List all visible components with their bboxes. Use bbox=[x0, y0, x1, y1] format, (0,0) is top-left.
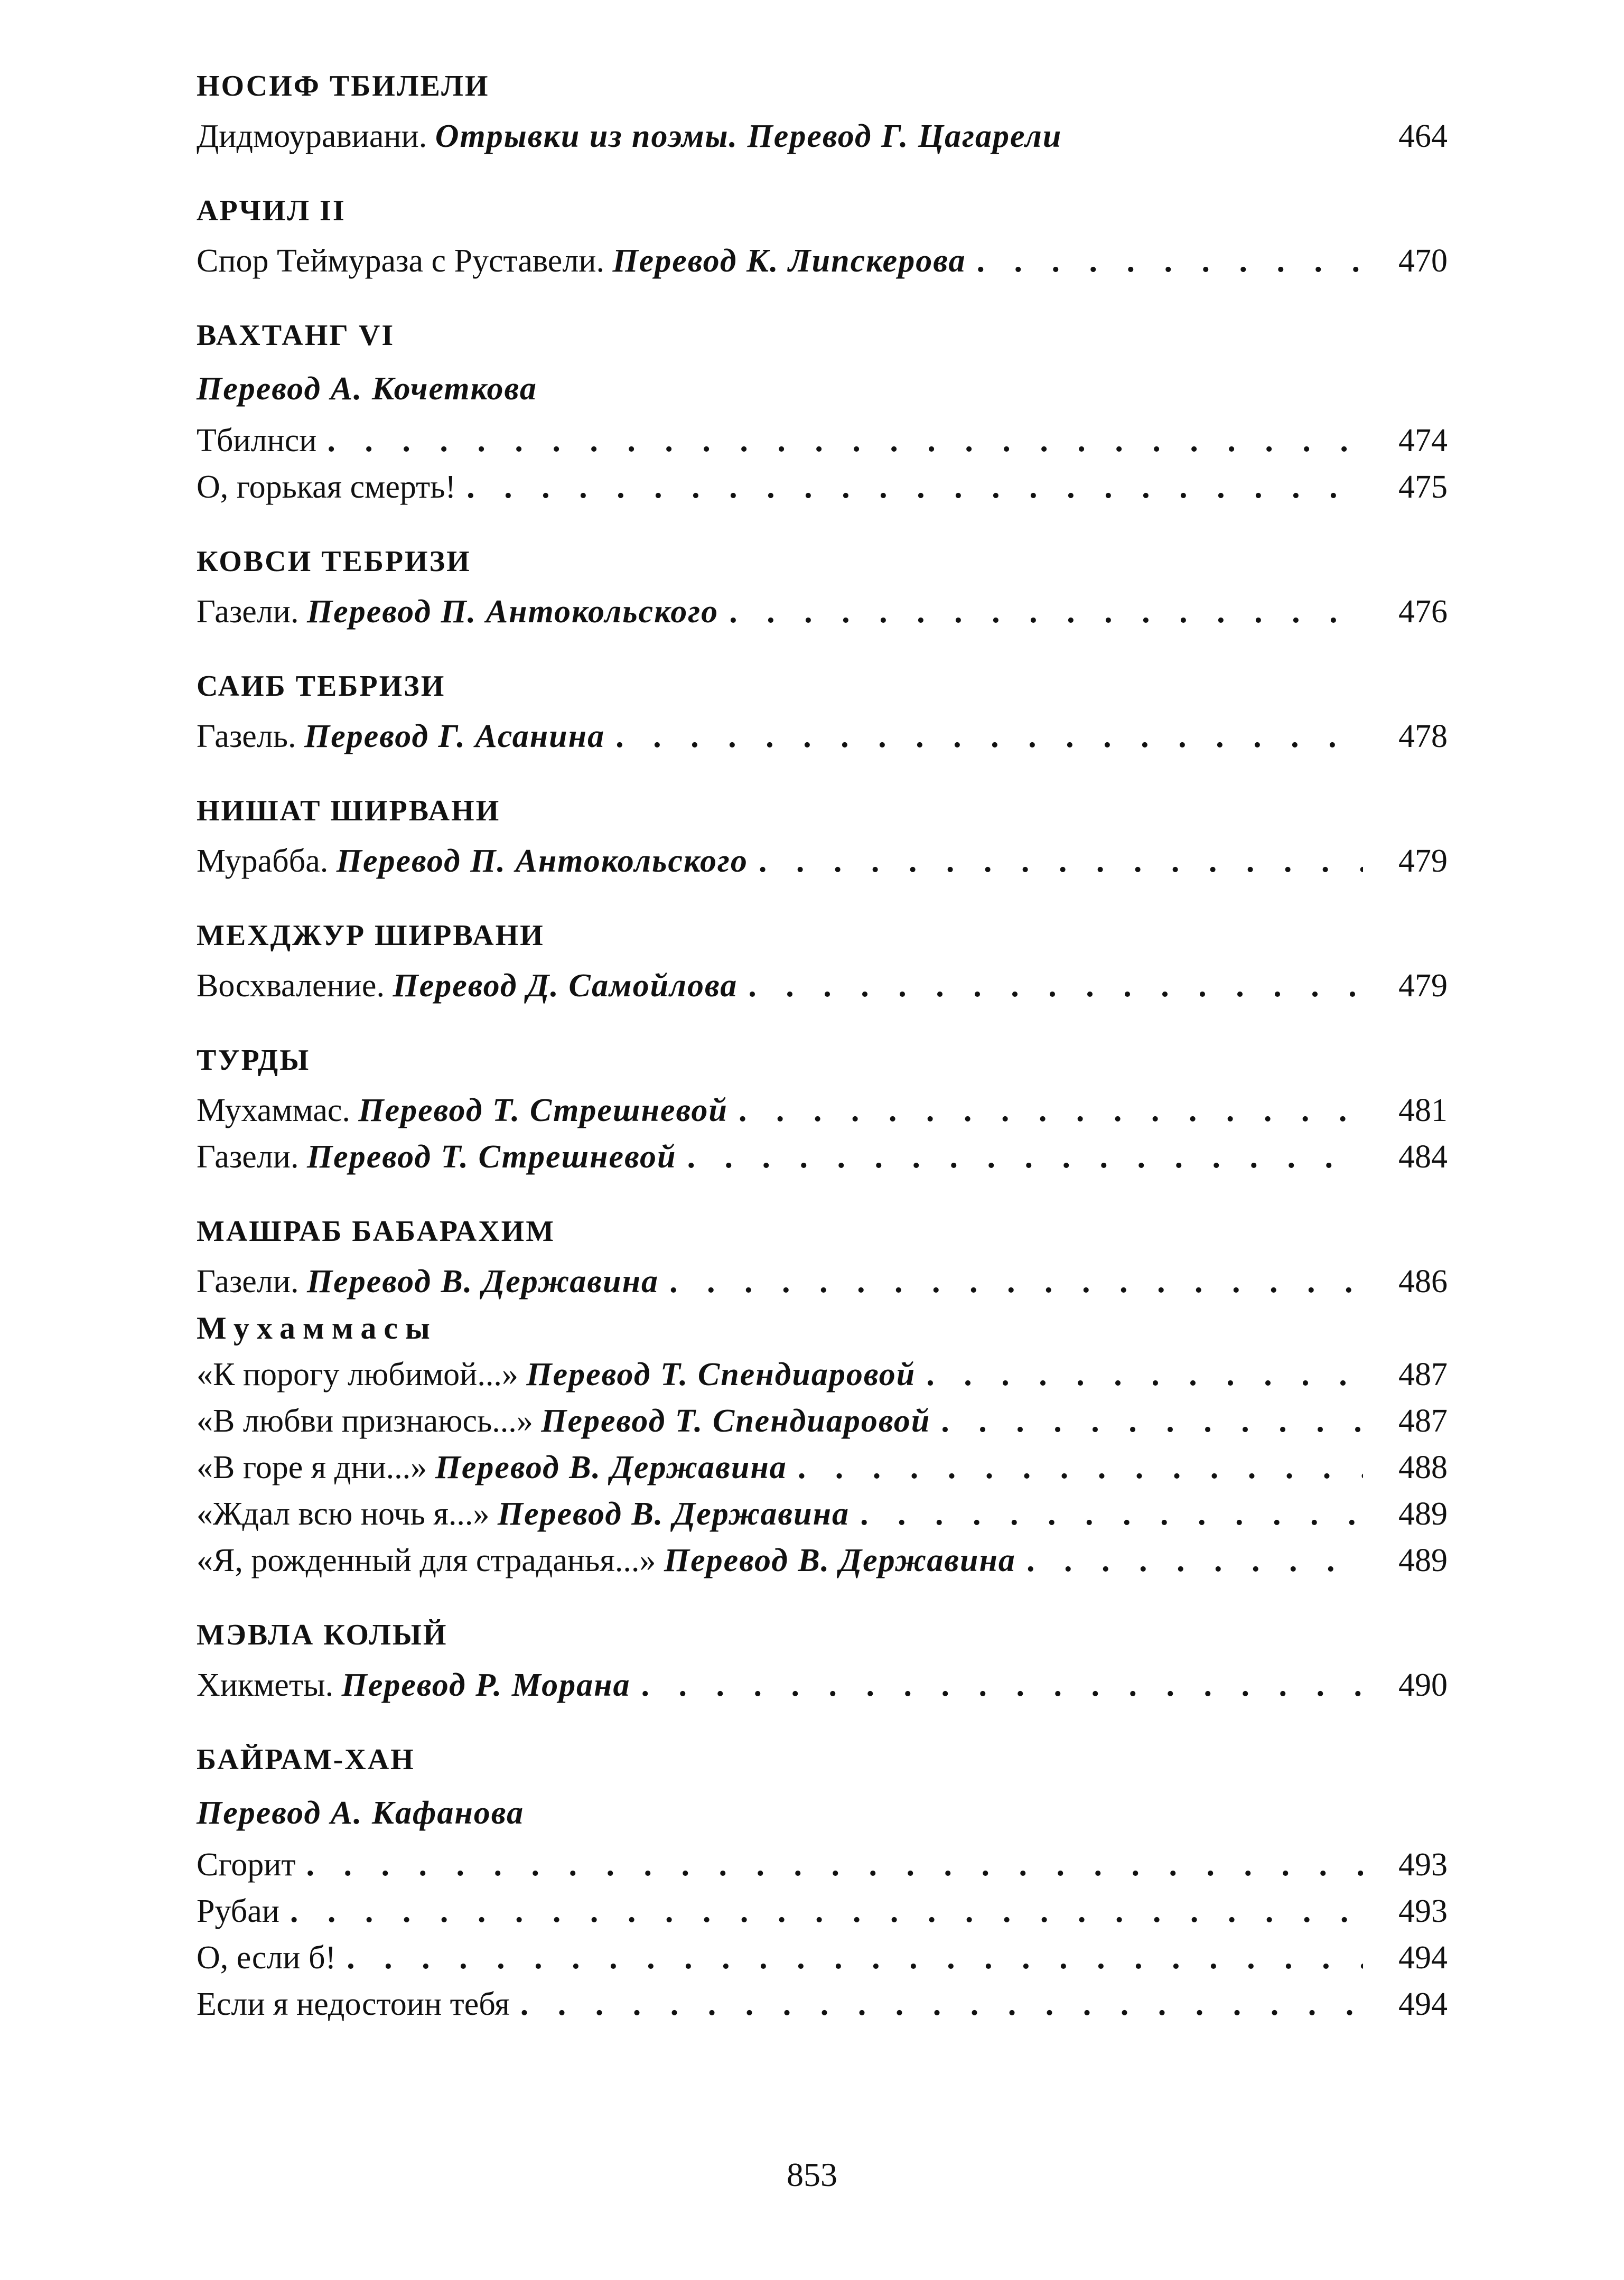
toc-entry bbox=[197, 1662, 1448, 1708]
dot-leader bbox=[669, 1258, 1363, 1305]
dot-leader bbox=[615, 713, 1363, 760]
entry-page: 486 bbox=[1398, 1264, 1448, 1300]
toc-section bbox=[197, 912, 1448, 1009]
toc-section bbox=[197, 62, 1448, 160]
entry-title: Если я недостоин тебя bbox=[197, 1986, 510, 2022]
dot-leader bbox=[729, 588, 1363, 635]
toc-entry bbox=[197, 1134, 1448, 1180]
dot-leader bbox=[520, 1981, 1363, 2027]
author-heading: МЭВЛА КОЛЫЙ bbox=[197, 1619, 448, 1651]
entry-page: 493 bbox=[1398, 1847, 1448, 1883]
entry-page: 474 bbox=[1398, 423, 1448, 459]
entry-page: 487 bbox=[1398, 1403, 1448, 1439]
toc-entry bbox=[197, 1398, 1448, 1444]
toc-entry bbox=[197, 113, 1448, 160]
dot-leader bbox=[860, 1491, 1363, 1537]
entry-page: 488 bbox=[1398, 1450, 1448, 1485]
dot-leader bbox=[926, 1351, 1363, 1398]
translator-subheading: Перевод А. Кочеткова bbox=[197, 371, 537, 407]
dot-leader bbox=[347, 1935, 1363, 1981]
entry-translator: Перевод К. Липскерова bbox=[612, 243, 966, 279]
dot-leader bbox=[976, 238, 1363, 284]
entry-title: Рубаи bbox=[197, 1893, 279, 1929]
entry-page: 470 bbox=[1398, 243, 1448, 279]
entry-page: 487 bbox=[1398, 1357, 1448, 1393]
entry-title: Дидмоуравиани. bbox=[197, 118, 427, 154]
entry-title: О, если б! bbox=[197, 1940, 337, 1976]
toc-entry bbox=[197, 1087, 1448, 1134]
entry-translator: Перевод В. Державина bbox=[435, 1450, 787, 1485]
entry-translator: Перевод П. Антокольского bbox=[306, 594, 719, 630]
toc-entry bbox=[197, 1444, 1448, 1491]
toc-entry bbox=[197, 417, 1448, 464]
entry-page: 494 bbox=[1398, 1986, 1448, 2022]
entry-page: 478 bbox=[1398, 718, 1448, 754]
toc-entry bbox=[197, 1351, 1448, 1398]
entry-translator: Перевод В. Державина bbox=[664, 1543, 1016, 1578]
entry-page: 479 bbox=[1398, 968, 1448, 1004]
author-heading: ВАХТАНГ VI bbox=[197, 319, 395, 352]
entry-title: «В горе я дни...» bbox=[197, 1450, 427, 1485]
toc-entry bbox=[197, 1491, 1448, 1537]
dot-leader bbox=[1026, 1537, 1363, 1584]
dot-leader bbox=[739, 1087, 1363, 1134]
author-heading: АРЧИЛ II bbox=[197, 194, 346, 227]
entry-page: 484 bbox=[1398, 1139, 1448, 1175]
group-subheading: Мухаммасы bbox=[197, 1311, 437, 1345]
toc-section bbox=[197, 787, 1448, 884]
entry-translator: Перевод Д. Самойлова bbox=[393, 968, 738, 1004]
entry-translator: Перевод Г. Асанина bbox=[304, 718, 605, 754]
toc-entry bbox=[197, 238, 1448, 284]
entry-translator: Перевод В. Державина bbox=[497, 1496, 850, 1532]
entry-translator: Перевод Т. Спендиаровой bbox=[526, 1357, 916, 1393]
entry-title: «К порогу любимой...» bbox=[197, 1357, 518, 1393]
page-number: 853 bbox=[787, 2156, 837, 2193]
entry-translator: Перевод Т. Стрешневой bbox=[358, 1092, 728, 1128]
author-heading: ТУРДЫ bbox=[197, 1044, 311, 1077]
entry-page: 475 bbox=[1398, 469, 1448, 505]
entry-page: 479 bbox=[1398, 843, 1448, 879]
dot-leader bbox=[306, 1842, 1363, 1888]
entry-page: 481 bbox=[1398, 1092, 1448, 1128]
toc-entry bbox=[197, 1258, 1448, 1305]
author-heading: САИБ ТЕБРИЗИ bbox=[197, 670, 446, 703]
author-heading: НОСИФ ТБИЛЕЛИ bbox=[197, 70, 490, 102]
entry-page: 490 bbox=[1398, 1667, 1448, 1703]
entry-title: Хикметы. bbox=[197, 1667, 334, 1703]
author-heading: МЕХДЖУР ШИРВАНИ bbox=[197, 919, 545, 952]
dot-leader bbox=[748, 963, 1363, 1009]
entry-translator: Отрывки из поэмы. Перевод Г. Цагарели bbox=[435, 118, 1062, 154]
author-heading: НИШАТ ШИРВАНИ bbox=[197, 795, 501, 827]
entry-translator: Перевод П. Антокольского bbox=[336, 843, 748, 879]
toc-entry bbox=[197, 713, 1448, 760]
dot-leader bbox=[798, 1444, 1363, 1491]
entry-translator: Перевод В. Державина bbox=[306, 1264, 659, 1300]
toc-entry bbox=[197, 464, 1448, 510]
dot-leader bbox=[759, 838, 1363, 884]
dot-leader bbox=[687, 1134, 1363, 1180]
toc-entry bbox=[197, 838, 1448, 884]
entry-title: Газель. bbox=[197, 718, 296, 754]
toc-section bbox=[197, 312, 1448, 510]
dot-leader bbox=[466, 464, 1363, 510]
entry-page: 494 bbox=[1398, 1940, 1448, 1976]
entry-title: Газели. bbox=[197, 594, 299, 630]
entry-title: Мурабба. bbox=[197, 843, 329, 879]
entry-page: 489 bbox=[1398, 1543, 1448, 1578]
toc-entry bbox=[197, 588, 1448, 635]
entry-title: Сгорит bbox=[197, 1847, 296, 1883]
author-heading: МАШРАБ БАБАРАХИМ bbox=[197, 1215, 556, 1248]
entry-title: Газели. bbox=[197, 1139, 299, 1175]
author-heading: БАЙРАМ-ХАН bbox=[197, 1743, 415, 1776]
entry-title: «Ждал всю ночь я...» bbox=[197, 1496, 490, 1532]
entry-title: Мухаммас. bbox=[197, 1092, 350, 1128]
entry-title: «Я, рожденный для страданья...» bbox=[197, 1543, 656, 1578]
entry-translator: Перевод Т. Стрешневой bbox=[306, 1139, 677, 1175]
entry-translator: Перевод Т. Спендиаровой bbox=[541, 1403, 931, 1439]
toc-section bbox=[197, 538, 1448, 635]
entry-title: Газели. bbox=[197, 1264, 299, 1300]
entry-title: Тбилнси bbox=[197, 423, 317, 459]
toc-section bbox=[197, 1208, 1448, 1584]
entry-page: 476 bbox=[1398, 594, 1448, 630]
toc-section bbox=[197, 1036, 1448, 1180]
toc-entry bbox=[197, 1981, 1448, 2027]
toc-entry bbox=[197, 1537, 1448, 1584]
translator-subheading: Перевод А. Кафанова bbox=[197, 1795, 525, 1831]
toc-section bbox=[197, 187, 1448, 284]
entry-page: 464 bbox=[1398, 118, 1448, 154]
toc-section bbox=[197, 1611, 1448, 1708]
dot-leader bbox=[290, 1888, 1363, 1935]
entry-title: «В любви признаюсь...» bbox=[197, 1403, 533, 1439]
toc-section bbox=[197, 1736, 1448, 2027]
entry-title: О, горькая смерть! bbox=[197, 469, 456, 505]
dot-leader bbox=[327, 417, 1363, 464]
toc-entry bbox=[197, 963, 1448, 1009]
dot-leader bbox=[941, 1398, 1363, 1444]
entry-translator: Перевод Р. Морана bbox=[341, 1667, 631, 1703]
dot-leader bbox=[641, 1662, 1363, 1708]
entry-page: 489 bbox=[1398, 1496, 1448, 1532]
entry-page: 493 bbox=[1398, 1893, 1448, 1929]
table-of-contents bbox=[197, 62, 1448, 2055]
toc-entry bbox=[197, 1842, 1448, 1888]
entry-title: Спор Теймураза с Руставели. bbox=[197, 243, 604, 279]
toc-section bbox=[197, 662, 1448, 760]
toc-entry bbox=[197, 1935, 1448, 1981]
author-heading: КОВСИ ТЕБРИЗИ bbox=[197, 545, 471, 578]
toc-entry bbox=[197, 1888, 1448, 1935]
entry-title: Восхваление. bbox=[197, 968, 385, 1004]
